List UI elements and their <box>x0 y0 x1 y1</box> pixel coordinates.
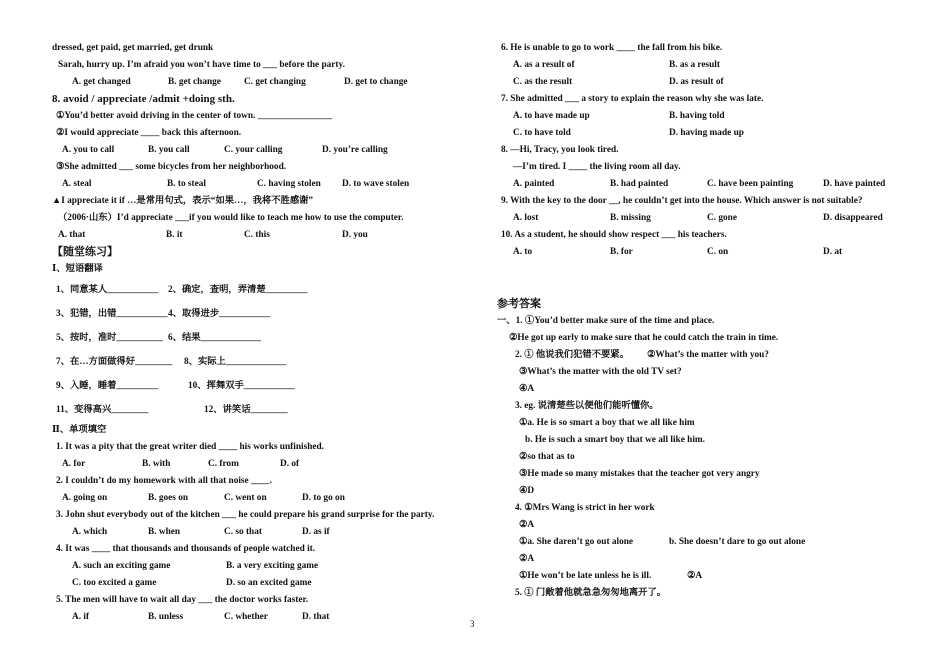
option-c: C. from <box>208 459 239 469</box>
option-b: B. goes on <box>148 493 189 503</box>
translation-row <box>52 374 472 398</box>
left-column <box>52 40 472 626</box>
option-d: D. that <box>302 612 330 622</box>
translation-item: 12、讲笑话________ <box>204 405 288 415</box>
options-row <box>497 125 917 142</box>
option-a: A. lost <box>513 213 539 223</box>
option-b: B. it <box>166 230 183 240</box>
options-row <box>52 74 472 91</box>
option-c: C. to have told <box>513 128 571 138</box>
question-sentence: 2. I couldn’t do my homework with all that noise ____. <box>56 476 272 486</box>
section-heading: 8. avoid / appreciate /admit +doing sth. <box>52 93 235 105</box>
option-b: B. missing <box>610 213 651 223</box>
option-c: C. gone <box>707 213 737 223</box>
answer-line: ④D <box>519 486 535 496</box>
option-c: C. on <box>707 247 729 257</box>
option-c: C. have been painting <box>707 179 794 189</box>
options-row <box>52 142 472 159</box>
options-row <box>497 244 917 261</box>
options-row <box>52 558 472 575</box>
answer-item: b. She doesn’t dare to go out alone <box>669 537 806 547</box>
option-c: C. as the result <box>513 77 573 87</box>
option-a: A. which <box>72 527 108 537</box>
options-row <box>52 176 472 193</box>
option-c: C. went on <box>224 493 267 503</box>
question-sentence: ②I would appreciate ____ back this afternoon. <box>56 128 242 138</box>
answer-line: ④A <box>519 384 535 394</box>
options-row <box>497 176 917 193</box>
question-sentence: 10. As a student, he should show respect ___ his teachers. <box>501 230 727 240</box>
question-sentence: 1. It was a pity that the great writer died ____ his works unfinished. <box>56 442 324 452</box>
option-d: D. at <box>823 247 843 257</box>
section-heading: 【随堂练习】 <box>52 246 118 258</box>
text-line: dressed, get paid, get married, get drunk <box>52 43 214 53</box>
translation-row <box>52 350 472 374</box>
question-sentence: 6. He is unable to go to work ____ the fall from his bike. <box>501 43 723 53</box>
note-line: ▲I appreciate it if …是常用句式，表示“如果…，我将不胜感谢” <box>52 196 314 206</box>
answer-line: ②A <box>519 554 535 564</box>
option-d: D. you <box>342 230 368 240</box>
option-b: B. for <box>610 247 633 257</box>
answer-row <box>497 347 917 364</box>
option-a: A. that <box>58 230 86 240</box>
option-d: D. to wave stolen <box>342 179 410 189</box>
option-b: B. with <box>142 459 171 469</box>
question-sentence: Sarah, hurry up. I’m afraid you won’t have time to ___ before the party. <box>58 60 345 70</box>
option-a: A. for <box>62 459 86 469</box>
question-sentence: 9. With the key to the door __, he couldn’t get into the house. Which answer is not suitable? <box>501 196 863 206</box>
options-row <box>497 57 917 74</box>
option-a: A. as a result of <box>513 60 575 70</box>
answer-key-heading: 参考答案 <box>497 298 541 310</box>
answer-line: ①a. He is so smart a boy that we all like him <box>519 418 695 428</box>
options-row <box>52 227 472 244</box>
translation-row <box>52 302 472 326</box>
option-d: D. have painted <box>823 179 886 189</box>
option-a: A. going on <box>62 493 108 503</box>
answer-item: ②A <box>687 571 703 581</box>
answer-line: ②so that as to <box>519 452 575 462</box>
spacer <box>497 261 917 296</box>
answer-item: ①He won’t be late unless he is ill. <box>519 571 652 581</box>
option-a: A. you to call <box>62 145 115 155</box>
page-number: 3 <box>470 619 475 629</box>
option-a: A. such an exciting game <box>72 561 171 571</box>
option-d: D. of <box>280 459 300 469</box>
option-b: B. to steal <box>167 179 206 189</box>
translation-item: 3、犯错，出错___________ <box>56 309 168 319</box>
option-c: C. your calling <box>224 145 283 155</box>
right-column <box>497 40 917 602</box>
option-c: C. this <box>244 230 270 240</box>
option-d: D. you’re calling <box>322 145 388 155</box>
option-b: B. you call <box>148 145 190 155</box>
option-b: B. when <box>148 527 181 537</box>
option-d: D. get to change <box>344 77 408 87</box>
translation-item: 9、入睡，睡着_________ <box>56 381 159 391</box>
translation-item: 8、实际上_____________ <box>184 357 287 367</box>
options-row <box>52 575 472 592</box>
question-sentence: 8. —Hi, Tracy, you look tired. <box>501 145 619 155</box>
answer-line: ③He made so many mistakes that the teacher got very angry <box>519 469 760 479</box>
translation-item: 7、在…方面做得好________ <box>56 357 173 367</box>
answer-line: 一、1. ①You’d better make sure of the time and place. <box>497 316 715 326</box>
question-sentence: 7. She admitted ___ a story to explain the reason why she was late. <box>501 94 764 104</box>
translation-item: 10、挥舞双手___________ <box>188 381 295 391</box>
option-c: C. whether <box>224 612 268 622</box>
options-row <box>52 490 472 507</box>
answer-item: ①a. She daren’t go out alone <box>519 537 634 547</box>
question-sentence: —I’m tired. I ____ the living room all day. <box>513 162 681 172</box>
option-a: A. to have made up <box>513 111 590 121</box>
question-sentence: （2006·山东）I’d appreciate ___if you would like to teach me how to use the computer. <box>58 213 404 223</box>
option-c: C. having stolen <box>257 179 321 189</box>
option-a: A. to <box>513 247 533 257</box>
options-row <box>497 108 917 125</box>
answer-item: ②What’s the matter with you? <box>647 350 769 360</box>
option-c: C. too excited a game <box>72 578 157 588</box>
translation-item: 4、取得进步___________ <box>168 309 271 319</box>
answer-row <box>497 568 917 585</box>
translation-item: 11、变得高兴________ <box>56 405 149 415</box>
question-sentence: 5. The men will have to wait all day ___ the doctor works faster. <box>56 595 309 605</box>
answer-row <box>497 534 917 551</box>
translation-item: 6、结果_____________ <box>168 333 261 343</box>
option-a: A. if <box>72 612 90 622</box>
options-row <box>52 609 472 626</box>
options-row <box>497 74 917 91</box>
translation-row <box>52 398 472 422</box>
subsection-heading: Ⅱ、单项填空 <box>52 425 107 435</box>
option-b: B. get change <box>168 77 221 87</box>
option-a: A. get changed <box>72 77 131 87</box>
question-sentence: 3. John shut everybody out of the kitchen ___ he could prepare his grand surprise for the party. <box>56 510 435 520</box>
option-b: B. a very exciting game <box>226 561 319 571</box>
answer-item: 2. ① 他说我们犯错不要紧。 <box>515 350 629 360</box>
option-b: B. as a result <box>669 60 720 70</box>
translation-row <box>52 326 472 350</box>
question-sentence: ①You’d better avoid driving in the center of town. ________________ <box>56 111 333 121</box>
option-d: D. as if <box>302 527 330 537</box>
answer-line: b. He is such a smart boy that we all like him. <box>525 435 706 445</box>
translation-item: 2、确定，查明，弄清楚_________ <box>168 285 308 295</box>
option-c: C. get changing <box>244 77 306 87</box>
translation-item: 1、同意某人___________ <box>56 285 159 295</box>
question-sentence: ③She admitted ___ some bicycles from her neighborhood. <box>56 162 287 172</box>
option-c: C. so that <box>224 527 262 537</box>
translation-item: 5、按时，准时__________ <box>56 333 163 343</box>
option-d: D. having made up <box>669 128 744 138</box>
answer-line: ③What’s the matter with the old TV set? <box>519 367 682 377</box>
option-d: D. to go on <box>302 493 345 503</box>
options-row <box>52 456 472 473</box>
option-a: A. painted <box>513 179 555 189</box>
options-row <box>497 210 917 227</box>
question-sentence: 4. It was ____ that thousands and thousands of people watched it. <box>56 544 316 554</box>
option-d: D. as result of <box>669 77 724 87</box>
options-row <box>52 524 472 541</box>
answer-line: 4. ①Mrs Wang is strict in her work <box>515 503 655 513</box>
option-a: A. steal <box>62 179 92 189</box>
option-b: B. unless <box>148 612 184 622</box>
translation-row <box>52 278 472 302</box>
answer-line: ②He got up early to make sure that he could catch the train in time. <box>509 333 779 343</box>
option-b: B. had painted <box>610 179 669 189</box>
option-d: D. so an excited game <box>226 578 312 588</box>
option-d: D. disappeared <box>823 213 883 223</box>
answer-line: ②A <box>519 520 535 530</box>
option-b: B. having told <box>669 111 725 121</box>
subsection-heading: Ⅰ、短语翻译 <box>52 264 103 274</box>
answer-line: 5. ① 门敞着他就急急匆匆地离开了。 <box>515 588 667 598</box>
answer-line: 3. eg. 说清楚些以便他们能听懂你。 <box>515 401 659 411</box>
